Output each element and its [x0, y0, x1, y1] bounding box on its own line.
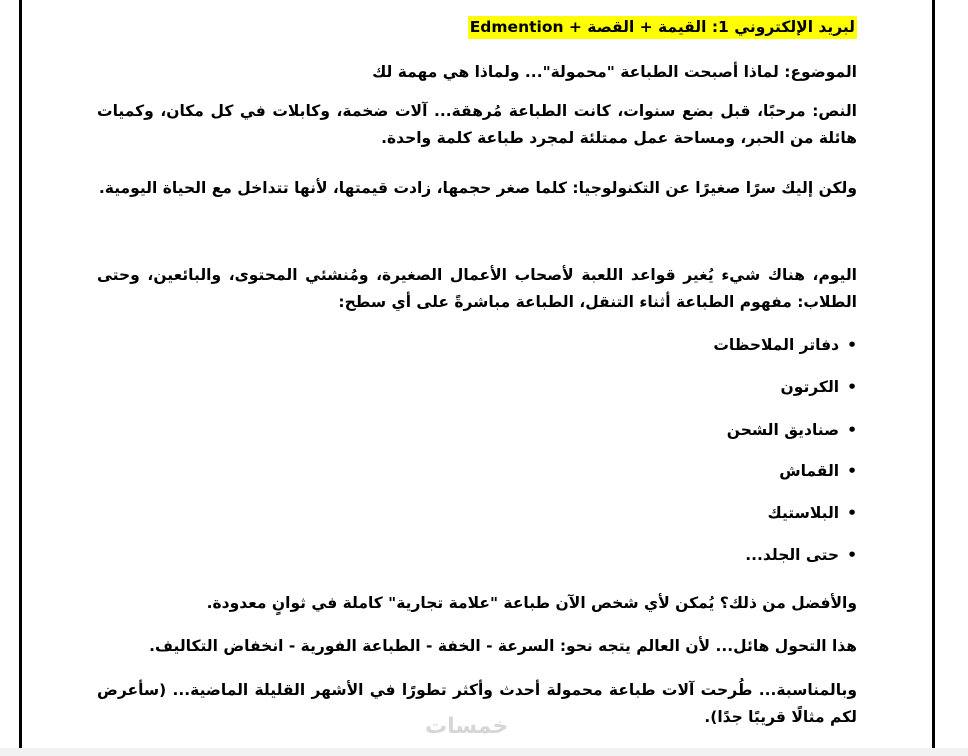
bottom-strip	[0, 748, 968, 756]
bullet-icon: •	[847, 421, 857, 439]
list-item: •صناديق الشحن	[726, 421, 857, 439]
document-page	[22, 0, 932, 756]
body-paragraph-2: ولكن إليك سرًا صغيرًا عن التكنولوجيا: كلما صغر حجمها، زادت قيمتها، لأنها تتداخل مع الحياة اليومية.	[98, 179, 857, 197]
bullet-icon: •	[847, 378, 857, 396]
body-paragraph-3: اليوم، هناك شيء يُغير قواعد اللعبة لأصحاب الأعمال الصغيرة، ومُنشئي المحتوى، والبائعين، وحتى الطلاب: مفهوم الطباعة أثناء التنقل، الطباعة مباشرةً على أي سطح:	[97, 266, 857, 311]
document-title: لبريد الإلكتروني 1: القيمة + القصة + Edmention	[468, 16, 857, 39]
watermark-logo: خمسات	[425, 714, 509, 739]
document-title-line	[97, 17, 857, 37]
list-item: •حتى الجلد...	[745, 546, 857, 564]
list-item: •الكرتون	[780, 378, 857, 396]
body-paragraph-6: وبالمناسبة... طُرحت آلات طباعة محمولة أحدث وأكثر تطورًا في الأشهر القليلة الماضية... (سأعرض لكم مثالًا قريبًا جدًا).	[97, 681, 857, 726]
body-paragraph-4: والأفضل من ذلك؟ يُمكن لأي شخص الآن طباعة "علامة تجارية" كاملة في ثوانٍ معدودة.	[206, 594, 857, 612]
list-item: •القماش	[779, 462, 857, 480]
list-item: •البلاستيك	[767, 504, 857, 522]
subject-line: الموضوع: لماذا أصبحت الطباعة "محمولة"... ولماذا هي مهمة لك	[372, 63, 857, 81]
bullet-icon: •	[847, 504, 857, 522]
bullet-icon: •	[847, 336, 857, 354]
body-paragraph-1: النص: مرحبًا، قبل بضع سنوات، كانت الطباعة مُرهقة... آلات ضخمة، وكابلات في كل مكان، وكميات هائلة من الحبر، ومساحة عمل ممتلئة لمجرد طباعة كلمة واحدة.	[97, 102, 857, 147]
page-right-border	[932, 0, 935, 756]
list-item: •دفاتر الملاحظات	[713, 336, 857, 354]
bullet-icon: •	[847, 546, 857, 564]
body-paragraph-5: هذا التحول هائل... لأن العالم يتجه نحو: السرعة - الخفة - الطباعة الفورية - انخفاض التكاليف.	[149, 637, 857, 655]
bullet-icon: •	[847, 462, 857, 480]
